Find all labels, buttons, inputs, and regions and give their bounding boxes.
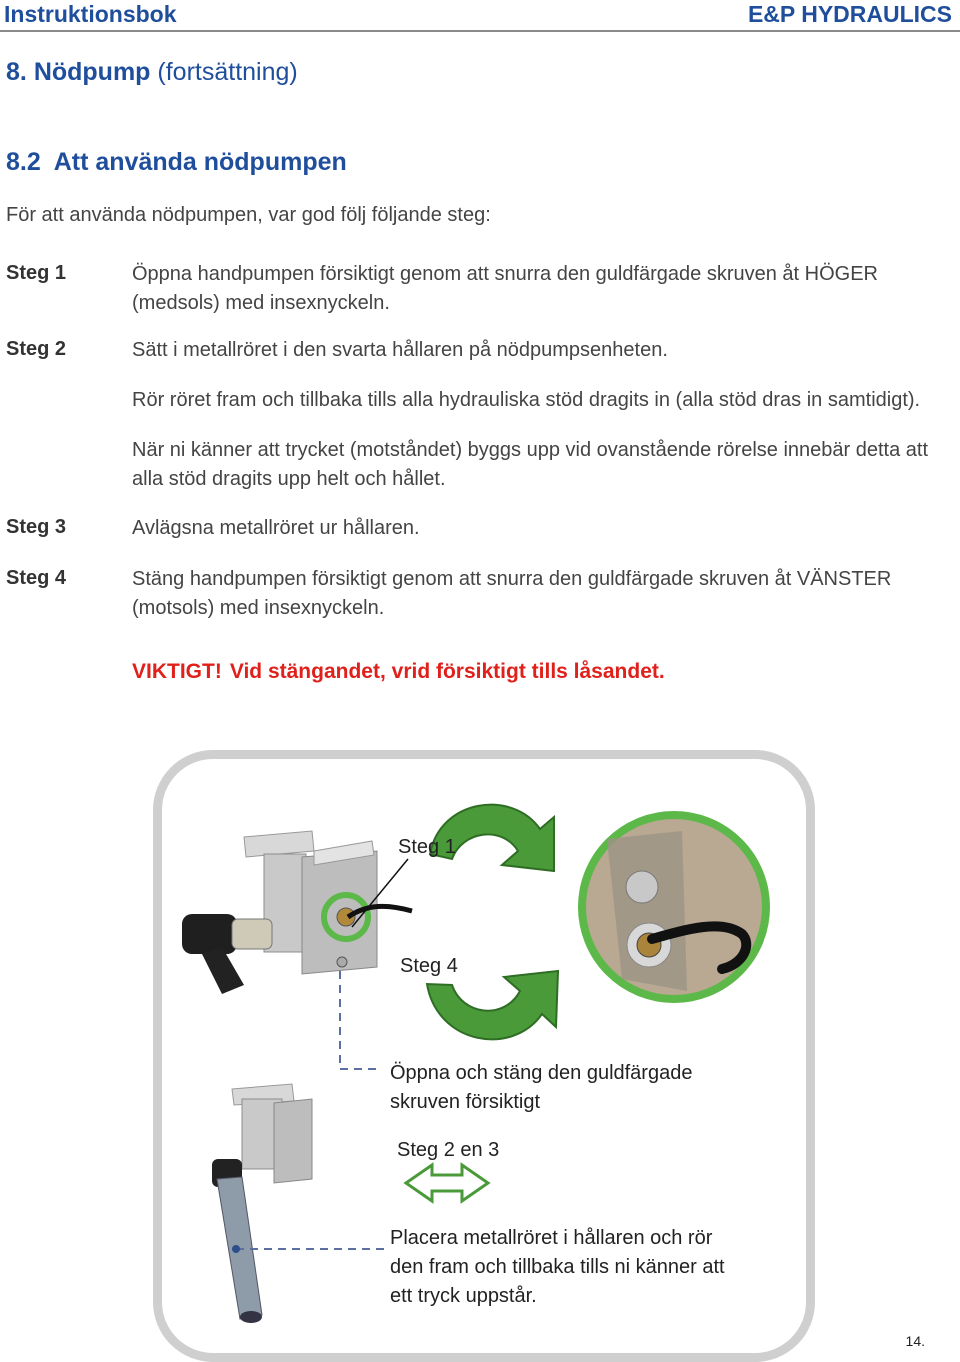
step-label: Steg 4 — [6, 567, 67, 589]
intro-text: För att använda nödpumpen, var god följ följande steg: — [6, 204, 491, 226]
figure-label-step23: Steg 2 en 3 — [397, 1139, 500, 1161]
page-number: 14. — [905, 1333, 925, 1349]
step-text: Öppna handpumpen försiktigt genom att snurra den guldfärgade skruven åt HÖGER (medsols) med insexnyckeln. — [132, 263, 878, 314]
page-header — [0, 0, 960, 32]
section-title — [6, 58, 298, 87]
step-text: Stäng handpumpen försiktigt genom att snurra den guldfärgade skruven åt VÄNSTER (motsols) med insexnyckeln. — [132, 568, 892, 619]
pump-with-pipe-photo — [212, 1084, 312, 1323]
instruction-figure — [153, 750, 815, 1362]
important-text: Vid stängandet, vrid försiktigt tills låsandet. — [229, 660, 665, 683]
important-note — [132, 660, 665, 684]
step-text: Rör röret fram och tillbaka tills alla hydrauliska stöd dragits in (alla stöd dras in samtidigt). — [132, 389, 921, 411]
step-label: Steg 3 — [6, 516, 67, 538]
rotate-left-arrow-icon — [427, 971, 558, 1039]
important-label: VIKTIGT! — [132, 660, 222, 683]
figure-label-step1: Steg 1 — [398, 836, 456, 858]
step-label: Steg 1 — [6, 262, 67, 284]
step-label: Steg 2 — [6, 338, 67, 360]
screw-closeup-photo — [582, 815, 766, 999]
step-text: Sätt i metallröret i den svarta hållaren på nödpumpsenheten. — [132, 339, 668, 361]
section-suffix: (fortsättning) — [157, 58, 298, 86]
back-and-forth-arrow-icon — [406, 1165, 488, 1201]
screw-pointer-line — [340, 971, 380, 1069]
step-text: Avlägsna metallröret ur hållaren. — [132, 517, 420, 539]
step-text: När ni känner att trycket (motståndet) byggs upp vid ovanstående rörelse innebär detta att alla stöd dragits upp helt och hållet. — [132, 439, 928, 490]
header-brand: E&P HYDRAULICS — [747, 1, 952, 27]
figure-label-step4: Steg 4 — [400, 955, 458, 977]
header-doc-title: Instruktionsbok — [4, 1, 177, 27]
figure-pipe-caption: Placera metallröret i hållaren och rör den fram och tillbaka tills ni känner att ett tryck uppstår. — [390, 1227, 725, 1307]
pipe-pointer-dot — [232, 1245, 240, 1253]
subsection-title: 8.2 Att använda nödpumpen — [6, 148, 347, 176]
section-name: Nödpump — [33, 58, 151, 86]
pump-unit-photo — [182, 831, 412, 994]
section-number: 8. — [6, 58, 27, 86]
figure-screw-caption: Öppna och stäng den guldfärgade skruven försiktigt — [390, 1062, 693, 1113]
